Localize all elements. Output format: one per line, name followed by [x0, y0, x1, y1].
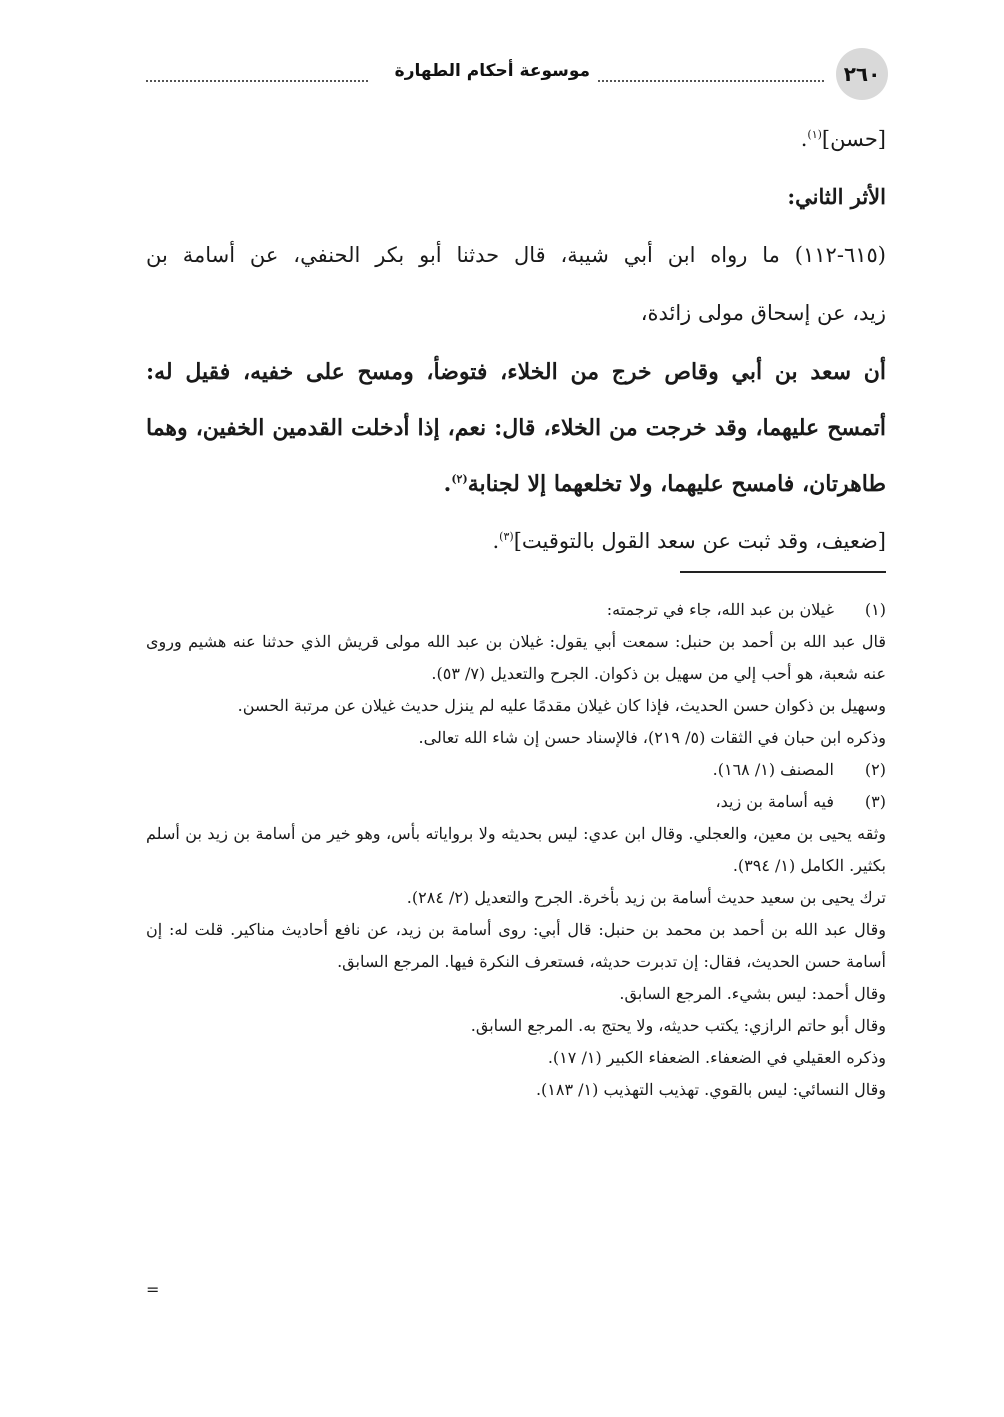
matn-line-3: طاهرتان، فامسح عليهما، ولا تخلعهما إلا لجنابة$^{(٢)}$.	[443, 471, 886, 497]
main-text	[146, 110, 886, 570]
page-number: ٢٦٠	[836, 48, 888, 100]
footnote-paragraph: وقال أبو حاتم الرازي: يكتب حديثه، ولا يحتج به. المرجع السابق.	[470, 1016, 886, 1035]
footnote-paragraph: المصنف (١/ ١٦٨).	[712, 760, 834, 779]
footnote-1	[146, 594, 886, 626]
footnote-paragraph: وذكره العقيلي في الضعفاء. الضعفاء الكبير (١/ ١٧).	[547, 1048, 886, 1067]
matn-line-2: أتمسح عليهما، وقد خرجت من الخلاء، قال: نعم، إذا أدخلت القدمين الخفين، وهما	[146, 415, 886, 441]
footnote-body	[146, 786, 834, 818]
footnote-separator	[680, 571, 886, 573]
footnote-paragraph: فيه أسامة بن زيد،	[715, 792, 834, 811]
footnote-ref-1[interactable]: (١)	[807, 128, 822, 141]
footnote-paragraph: وثقه يحيى بن معين، والعجلي. وقال ابن عدي: ليس بحديثه ولا برواياته بأس، وهو خير من أسامة بن زيد بن أسلم بكثير. الكامل (١/ ٣٩٤).	[146, 824, 886, 875]
grade-line-2: [ضعيف، وقد ثبت عن سعد القول بالتوقيت]$^{(٣)}$.	[492, 529, 886, 553]
footnote-paragraph: ترك يحيى بن سعيد حديث أسامة بن زيد بأخرة. الجرح والتعديل (٢/ ٢٨٤).	[406, 888, 886, 907]
grade-line-1: [حسن]$^{(١)}$.	[800, 127, 886, 151]
footnote-paragraph: وسهيل بن ذكوان حسن الحديث، فإذا كان غيلان مقدمًا عليه لم ينزل حديث غيلان عن مرتبة الحسن.	[237, 696, 886, 715]
matn-text: طاهرتان، فامسح عليهما، ولا تخلعهما إلا لجنابة	[467, 471, 886, 497]
isnad-line-2: زيد، عن إسحاق مولى زائدة،	[640, 301, 886, 325]
footnote-number: (٢)	[864, 760, 886, 779]
footnote-paragraph: وذكره ابن حبان في الثقات (٥/ ٢١٩)، فالإسناد حسن إن شاء الله تعالى.	[418, 728, 886, 747]
page-header	[146, 48, 888, 100]
running-title: موسوعة أحكام الطهارة	[389, 61, 596, 81]
footnote-body	[146, 754, 834, 786]
footnote-ref-3[interactable]: (٣)	[499, 530, 514, 543]
footnote-ref-2[interactable]: (٢)	[451, 472, 468, 486]
footnote-2	[146, 754, 886, 786]
footnote-paragraph: وقال عبد الله بن أحمد بن محمد بن حنبل: قال أبي: روى أسامة بن زيد، عن نافع أحاديث مناكير. قلت له: إن أسامة حسن الحديث، فقال: إن تدبرت حديثه، فستعرف النكرة فيها. المرجع السابق.	[146, 920, 886, 971]
matn-line-1: أن سعد بن أبي وقاص خرج من الخلاء، فتوضأ، ومسح على خفيه، فقيل له:	[146, 359, 886, 385]
grade-text: [حسن]	[821, 127, 886, 151]
footnote-3	[146, 786, 886, 818]
footnotes	[146, 594, 886, 1106]
isnad-line-1: (٦١٥-١١٢) ما رواه ابن أبي شيبة، قال حدثنا أبو بكر الحنفي، عن أسامة بن	[146, 243, 886, 267]
footnote-body	[146, 594, 834, 626]
footnote-paragraph: وقال النسائي: ليس بالقوي. تهذيب التهذيب (١/ ١٨٣).	[535, 1080, 886, 1099]
footnote-paragraph: غيلان بن عبد الله، جاء في ترجمته:	[606, 600, 834, 619]
continuation-mark: =	[146, 1280, 160, 1299]
footnote-paragraph: وقال أحمد: ليس بشيء. المرجع السابق.	[619, 984, 886, 1003]
section-heading: الأثر الثاني:	[787, 184, 886, 209]
footnote-paragraph: قال عبد الله بن أحمد بن حنبل: سمعت أبي يقول: غيلان بن عبد الله مولى قريش الذي حدثنا عنه هشيم وروى عنه شعبة، هو أحب إلي من سهيل بن ذكوان. الجرح والتعديل (٧/ ٥٣).	[146, 632, 886, 683]
footnote-number: (٣)	[864, 792, 886, 811]
header-dotted-rule-right	[598, 80, 824, 82]
header-dotted-rule-left	[146, 80, 368, 82]
footnote-number: (١)	[864, 600, 886, 619]
grade-text-2: [ضعيف، وقد ثبت عن سعد القول بالتوقيت]	[513, 529, 886, 553]
